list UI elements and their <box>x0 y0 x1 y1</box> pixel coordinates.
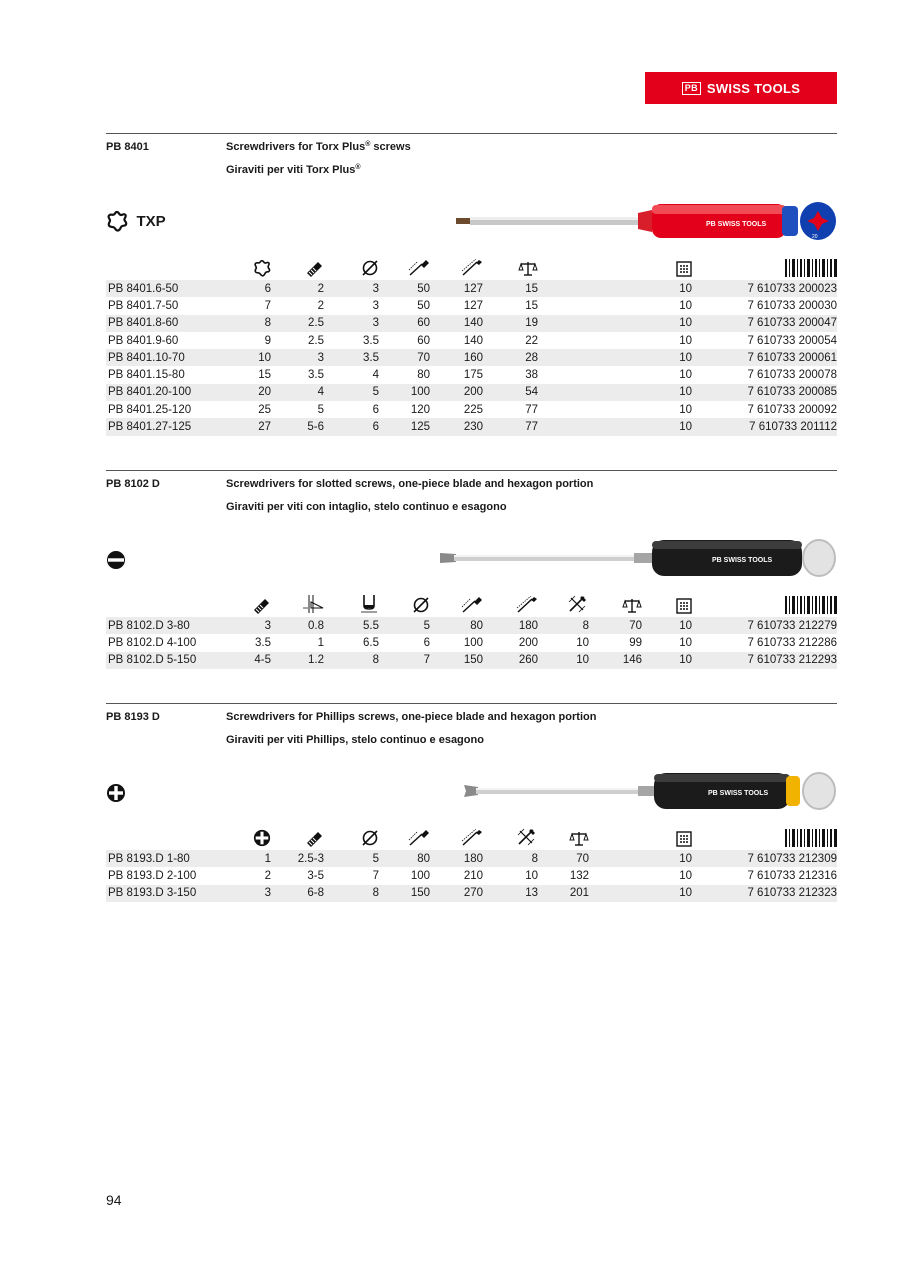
spec-value: 3.5 <box>363 351 379 364</box>
table-row <box>106 885 837 902</box>
spec-value: 70 <box>576 852 589 865</box>
article-number: PB 8401.20-100 <box>108 386 192 399</box>
spec-value: 132 <box>569 869 589 882</box>
ean-code: 7 610733 212293 <box>747 654 837 667</box>
package-icon <box>589 820 692 850</box>
package-icon <box>538 250 692 280</box>
ean-code: 7 610733 200023 <box>747 282 837 295</box>
spec-value: 10 <box>679 654 692 667</box>
section-divider <box>106 703 837 704</box>
title-italian: Giraviti per viti Torx Plus® <box>226 164 361 176</box>
brand-name: SWISS TOOLS <box>706 80 801 96</box>
spec-value: 15 <box>525 282 538 295</box>
spec-value: 25 <box>258 403 271 416</box>
spec-value: 260 <box>518 654 538 667</box>
spec-value: 10 <box>679 351 692 364</box>
article-number: PB 8401.9-60 <box>108 334 179 347</box>
total-length-icon <box>483 587 538 617</box>
spec-value: 60 <box>417 334 430 347</box>
ean-code: 7 610733 212309 <box>747 852 837 865</box>
spec-value: 210 <box>463 869 483 882</box>
spec-value: 54 <box>525 386 538 399</box>
spec-value: 10 <box>679 619 692 632</box>
ean-code: 7 610733 212323 <box>747 887 837 900</box>
spec-value: 120 <box>410 403 430 416</box>
spec-value: 270 <box>463 887 483 900</box>
torx-plus-icon <box>106 210 128 232</box>
spec-value: 4 <box>372 369 379 382</box>
title-english: Screwdrivers for Torx Plus® screws <box>226 141 411 153</box>
spec-value: 175 <box>463 369 483 382</box>
spec-value: 127 <box>463 282 483 295</box>
spec-value: 140 <box>463 317 483 330</box>
spec-value: 6 <box>372 403 379 416</box>
spec-value: 27 <box>258 421 271 434</box>
spec-value: 6-8 <box>307 887 324 900</box>
spec-value: 1.2 <box>308 654 324 667</box>
table-row <box>106 652 837 669</box>
table-row <box>106 634 837 651</box>
hexagon-size-icon <box>538 587 589 617</box>
spec-value: 150 <box>463 654 483 667</box>
table-row <box>106 850 837 867</box>
spec-value: 10 <box>679 299 692 312</box>
spec-value: 100 <box>463 636 483 649</box>
article-number: PB 8102.D 3-80 <box>108 619 190 632</box>
spec-value: 100 <box>410 869 430 882</box>
product-code: PB 8102 D <box>106 478 160 490</box>
spec-value: 20 <box>258 386 271 399</box>
article-number: PB 8401.8-60 <box>108 317 179 330</box>
article-number: PB 8401.10-70 <box>108 351 185 364</box>
torx-size-icon <box>201 250 271 280</box>
phillips-symbol <box>106 783 126 808</box>
spec-value: 10 <box>525 869 538 882</box>
spec-table-body <box>106 617 837 669</box>
torx-screwdriver-image <box>456 201 837 243</box>
spec-value: 50 <box>417 282 430 295</box>
spec-value: 77 <box>525 403 538 416</box>
spec-value: 38 <box>525 369 538 382</box>
spec-value: 8 <box>372 654 379 667</box>
spec-value: 13 <box>525 887 538 900</box>
phillips-screw-icon <box>106 783 126 803</box>
spec-value: 2.5 <box>308 317 324 330</box>
spec-value: 10 <box>679 869 692 882</box>
spec-value: 99 <box>629 636 642 649</box>
spec-value: 3 <box>317 351 324 364</box>
spec-value: 10 <box>258 351 271 364</box>
spec-value: 8 <box>582 619 589 632</box>
spec-value: 15 <box>258 369 271 382</box>
spec-value: 10 <box>679 386 692 399</box>
handle-label: PB SWISS TOOLS <box>712 557 773 564</box>
spec-value: 127 <box>463 299 483 312</box>
spec-value: 3 <box>264 887 271 900</box>
spec-value: 1 <box>317 636 324 649</box>
spec-value: 4-5 <box>254 654 271 667</box>
blade-length-icon <box>379 250 430 280</box>
handle-label: PB SWISS TOOLS <box>708 790 769 797</box>
shaft-diameter-icon <box>379 587 430 617</box>
spec-value: 3.5 <box>308 369 324 382</box>
spec-value: 180 <box>463 852 483 865</box>
spec-value: 5-6 <box>307 421 324 434</box>
blade-width-icon <box>324 587 379 617</box>
slotted-symbol <box>106 550 126 575</box>
screw-diameter-icon <box>271 820 324 850</box>
spec-value: 10 <box>679 334 692 347</box>
spec-value: 8 <box>264 317 271 330</box>
ean-code: 7 610733 200030 <box>747 299 837 312</box>
section-pb-8102d <box>106 470 837 680</box>
spec-value: 28 <box>525 351 538 364</box>
ean-code: 7 610733 212316 <box>747 869 837 882</box>
title-english: Screwdrivers for slotted screws, one-piece blade and hexagon portion <box>226 478 594 490</box>
symbol-label: TXP <box>136 212 166 230</box>
article-number: PB 8401.6-50 <box>108 282 179 295</box>
table-row <box>106 617 837 634</box>
torx-plus-symbol <box>106 210 166 232</box>
slotted-screwdriver-image <box>436 538 837 580</box>
spec-value: 3 <box>264 619 271 632</box>
spec-value: 200 <box>518 636 538 649</box>
spec-value: 80 <box>417 852 430 865</box>
barcode-icon <box>692 820 837 850</box>
spec-value: 140 <box>463 334 483 347</box>
product-code: PB 8193 D <box>106 711 160 723</box>
page-number: 94 <box>106 1192 122 1208</box>
spec-value: 10 <box>679 636 692 649</box>
total-length-icon <box>430 820 483 850</box>
article-number: PB 8102.D 4-100 <box>108 636 197 649</box>
spec-value: 3 <box>372 282 379 295</box>
screw-diameter-icon <box>271 250 324 280</box>
hexagon-size-icon <box>483 820 538 850</box>
spec-value: 146 <box>622 654 642 667</box>
title-italian: Giraviti per viti con intaglio, stelo continuo e esagono <box>226 501 507 513</box>
spec-value: 6 <box>372 421 379 434</box>
spec-value: 10 <box>679 369 692 382</box>
ean-code: 7 610733 200085 <box>747 386 837 399</box>
weight-icon <box>589 587 642 617</box>
spec-value: 10 <box>679 317 692 330</box>
table-row <box>106 280 837 297</box>
phillips-size-icon <box>201 820 271 850</box>
barcode-icon <box>692 587 837 617</box>
spec-value: 10 <box>679 282 692 295</box>
cap-label: 20 <box>812 234 818 240</box>
section-pb-8193d <box>106 703 837 913</box>
spec-value: 3 <box>372 317 379 330</box>
spec-value: 80 <box>417 369 430 382</box>
spec-value: 5.5 <box>363 619 379 632</box>
shaft-diameter-icon <box>324 820 379 850</box>
spec-value: 6 <box>264 282 271 295</box>
blade-length-icon <box>430 587 483 617</box>
table-row <box>106 867 837 884</box>
spec-value: 225 <box>463 403 483 416</box>
article-number: PB 8401.27-125 <box>108 421 192 434</box>
shaft-diameter-icon <box>324 250 379 280</box>
barcode-icon <box>692 250 837 280</box>
spec-value: 70 <box>629 619 642 632</box>
spec-value: 2 <box>264 869 271 882</box>
spec-value: 6 <box>423 636 430 649</box>
section-divider <box>106 470 837 471</box>
spec-value: 3.5 <box>255 636 271 649</box>
spec-value: 125 <box>410 421 430 434</box>
spec-table-body <box>106 280 837 436</box>
spec-value: 0.8 <box>308 619 324 632</box>
screw-diameter-icon <box>201 587 271 617</box>
spec-value: 100 <box>410 386 430 399</box>
spec-value: 2.5 <box>308 334 324 347</box>
spec-value: 2 <box>317 282 324 295</box>
spec-value: 19 <box>525 317 538 330</box>
spec-value: 8 <box>372 887 379 900</box>
table-row <box>106 418 837 435</box>
spec-value: 9 <box>264 334 271 347</box>
spec-value: 201 <box>569 887 589 900</box>
table-row <box>106 315 837 332</box>
weight-icon <box>538 820 589 850</box>
article-number: PB 8401.7-50 <box>108 299 179 312</box>
title-italian: Giraviti per viti Phillips, stelo continuo e esagono <box>226 734 484 746</box>
article-number: PB 8193.D 1-80 <box>108 852 190 865</box>
table-row <box>106 332 837 349</box>
spec-value: 180 <box>518 619 538 632</box>
spec-value: 2.5-3 <box>297 852 324 865</box>
spec-value: 5 <box>372 852 379 865</box>
spec-value: 15 <box>525 299 538 312</box>
ean-code: 7 610733 212286 <box>747 636 837 649</box>
spec-value: 230 <box>463 421 483 434</box>
table-row <box>106 366 837 383</box>
article-number: PB 8193.D 3-150 <box>108 887 197 900</box>
brand-mark: PB <box>682 82 701 95</box>
spec-value: 70 <box>417 351 430 364</box>
spec-value: 10 <box>576 654 589 667</box>
weight-icon <box>483 250 538 280</box>
spec-value: 60 <box>417 317 430 330</box>
section-pb-8401 <box>106 133 837 443</box>
ean-code: 7 610733 212279 <box>747 619 837 632</box>
ean-code: 7 610733 200054 <box>747 334 837 347</box>
slotted-screw-icon <box>106 550 126 570</box>
blade-thickness-icon <box>271 587 324 617</box>
spec-value: 22 <box>525 334 538 347</box>
spec-value: 200 <box>463 386 483 399</box>
blade-length-icon <box>379 820 430 850</box>
spec-value: 8 <box>531 852 538 865</box>
spec-value: 5 <box>423 619 430 632</box>
spec-value: 50 <box>417 299 430 312</box>
spec-value: 7 <box>264 299 271 312</box>
spec-value: 3-5 <box>307 869 324 882</box>
package-icon <box>642 587 692 617</box>
spec-value: 10 <box>576 636 589 649</box>
spec-value: 7 <box>372 869 379 882</box>
table-row <box>106 349 837 366</box>
spec-value: 10 <box>679 852 692 865</box>
brand-logo <box>645 72 837 104</box>
title-english: Screwdrivers for Phillips screws, one-piece blade and hexagon portion <box>226 711 597 723</box>
article-number: PB 8102.D 5-150 <box>108 654 197 667</box>
phillips-screwdriver-image <box>456 771 837 813</box>
spec-value: 10 <box>679 887 692 900</box>
spec-value: 1 <box>264 852 271 865</box>
spec-value: 77 <box>525 421 538 434</box>
spec-table <box>106 587 837 669</box>
table-row <box>106 401 837 418</box>
spec-value: 5 <box>317 403 324 416</box>
spec-value: 150 <box>410 887 430 900</box>
ean-code: 7 610733 200078 <box>747 369 837 382</box>
spec-value: 160 <box>463 351 483 364</box>
spec-table <box>106 820 837 902</box>
article-number: PB 8193.D 2-100 <box>108 869 197 882</box>
spec-value: 5 <box>372 386 379 399</box>
ean-code: 7 610733 200092 <box>747 403 837 416</box>
spec-value: 3.5 <box>363 334 379 347</box>
ean-code: 7 610733 200047 <box>747 317 837 330</box>
spec-table-body <box>106 850 837 902</box>
spec-value: 3 <box>372 299 379 312</box>
table-row <box>106 297 837 314</box>
article-number: PB 8401.25-120 <box>108 403 192 416</box>
spec-table <box>106 250 837 436</box>
spec-value: 6.5 <box>363 636 379 649</box>
ean-code: 7 610733 200061 <box>747 351 837 364</box>
handle-label: PB SWISS TOOLS <box>706 221 767 228</box>
product-code: PB 8401 <box>106 141 149 153</box>
ean-code: 7 610733 201112 <box>749 421 837 434</box>
table-row <box>106 384 837 401</box>
spec-value: 80 <box>470 619 483 632</box>
spec-value: 4 <box>317 386 324 399</box>
spec-value: 10 <box>679 421 692 434</box>
total-length-icon <box>430 250 483 280</box>
spec-value: 7 <box>423 654 430 667</box>
article-number: PB 8401.15-80 <box>108 369 185 382</box>
section-divider <box>106 133 837 134</box>
spec-value: 2 <box>317 299 324 312</box>
spec-value: 10 <box>679 403 692 416</box>
